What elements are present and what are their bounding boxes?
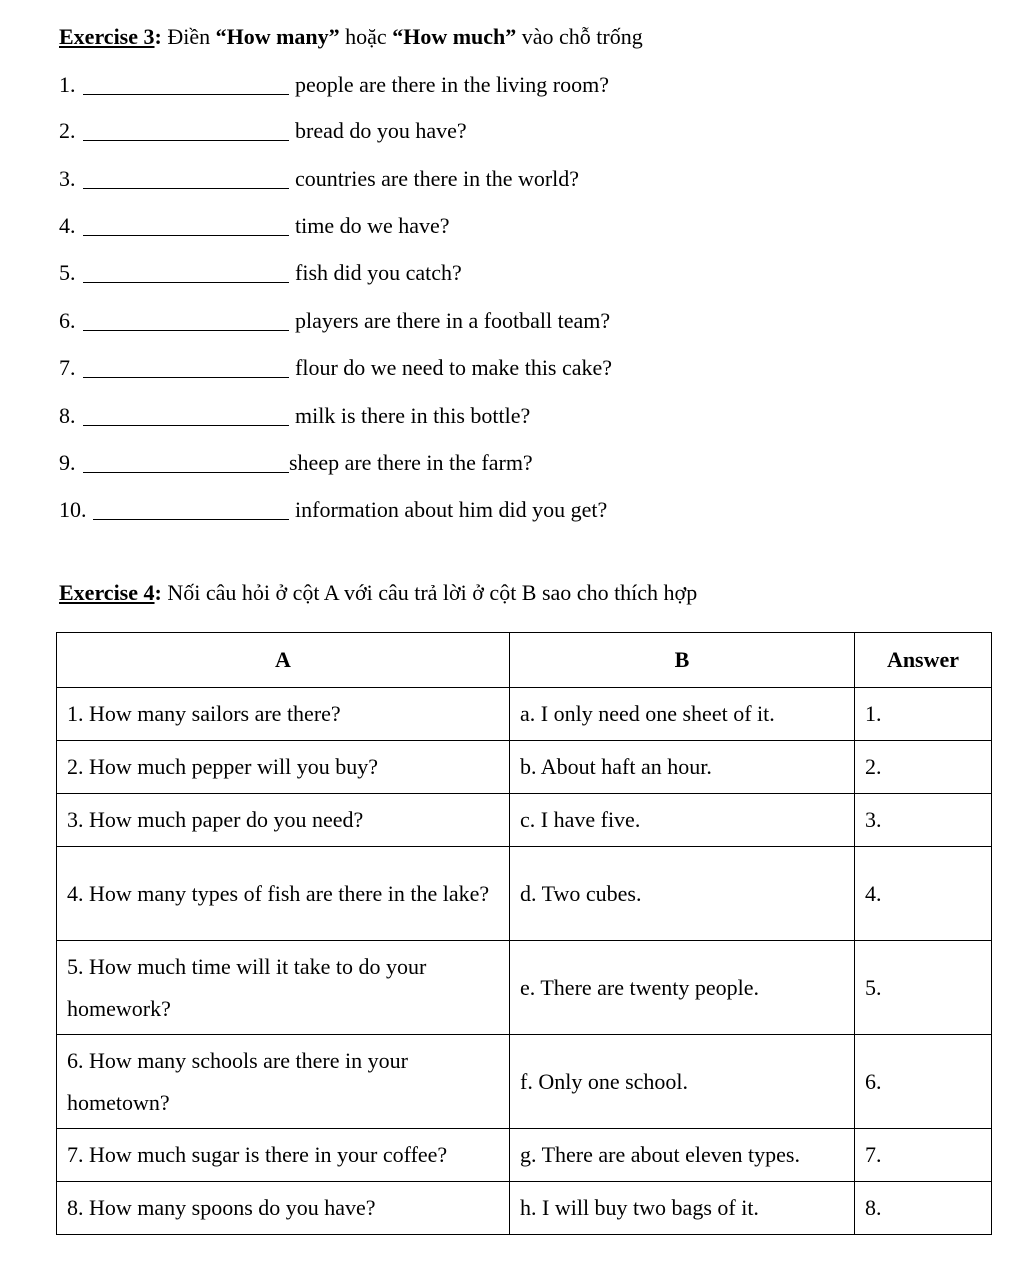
answer-entry-cell[interactable]: 3. — [855, 794, 992, 847]
question-number: 6. — [59, 308, 76, 333]
question-text: players are there in a football team? — [295, 308, 611, 333]
answer-option-cell: f. Only one school. — [510, 1035, 855, 1129]
table-row — [57, 741, 992, 794]
table-row — [57, 1035, 992, 1129]
answer-entry-cell[interactable]: 7. — [855, 1129, 992, 1182]
exercise-3-label: Exercise 3 — [59, 24, 155, 49]
answer-option-cell: a. I only need one sheet of it. — [510, 688, 855, 741]
answer-blank[interactable] — [83, 330, 289, 331]
question-text: time do we have? — [295, 213, 450, 238]
question-number: 5. — [59, 260, 76, 285]
question-number: 9. — [59, 450, 76, 475]
answer-option-cell: h. I will buy two bags of it. — [510, 1182, 855, 1235]
question-number: 10. — [59, 497, 87, 522]
answer-option-cell: c. I have five. — [510, 794, 855, 847]
table-row — [57, 941, 992, 1035]
column-b-header: B — [510, 633, 855, 688]
question-text: flour do we need to make this cake? — [295, 355, 613, 380]
answer-blank[interactable] — [83, 94, 289, 95]
table-row — [57, 1182, 992, 1235]
question-cell: 5. How much time will it take to do your homework? — [57, 941, 510, 1035]
question-text: milk is there in this bottle? — [295, 403, 531, 428]
table-row — [57, 847, 992, 941]
answer-option-cell: b. About haft an hour. — [510, 741, 855, 794]
question-number: 2. — [59, 118, 76, 143]
answer-entry-cell[interactable]: 8. — [855, 1182, 992, 1235]
question-cell: 8. How many spoons do you have? — [57, 1182, 510, 1235]
question-number: 3. — [59, 166, 76, 191]
exercise-3-heading: Exercise 3: Điền “How many” hoặc “How much” vào chỗ trống — [59, 24, 643, 49]
question-number: 4. — [59, 213, 76, 238]
question-text: bread do you have? — [295, 118, 467, 143]
answer-entry-cell[interactable]: 4. — [855, 847, 992, 941]
question-cell: 7. How much sugar is there in your coffee? — [57, 1129, 510, 1182]
exercise-4-label: Exercise 4 — [59, 580, 155, 605]
exercise-4-heading: Exercise 4: Nối câu hỏi ở cột A với câu trả lời ở cột B sao cho thích hợp — [59, 580, 698, 605]
question-cell: 3. How much paper do you need? — [57, 794, 510, 847]
question-number: 7. — [59, 355, 76, 380]
answer-blank[interactable] — [93, 519, 289, 520]
question-cell: 6. How many schools are there in your hometown? — [57, 1035, 510, 1129]
question-number: 8. — [59, 403, 76, 428]
answer-entry-cell[interactable]: 1. — [855, 688, 992, 741]
question-cell: 2. How much pepper will you buy? — [57, 741, 510, 794]
answer-blank[interactable] — [83, 282, 289, 283]
answer-blank[interactable] — [83, 472, 289, 473]
answer-blank[interactable] — [83, 140, 289, 141]
question-text: information about him did you get? — [295, 497, 608, 522]
table-row — [57, 1129, 992, 1182]
answer-entry-cell[interactable]: 5. — [855, 941, 992, 1035]
question-text: people are there in the living room? — [295, 72, 609, 97]
table-row — [57, 688, 992, 741]
answer-blank[interactable] — [83, 188, 289, 189]
question-number: 1. — [59, 72, 76, 97]
question-cell: 1. How many sailors are there? — [57, 688, 510, 741]
question-text: sheep are there in the farm? — [289, 450, 533, 475]
question-cell: 4. How many types of fish are there in the lake? — [57, 847, 510, 941]
table-row — [57, 794, 992, 847]
answer-blank[interactable] — [83, 377, 289, 378]
column-a-header: A — [57, 633, 510, 688]
answer-column-header: Answer — [855, 633, 992, 688]
answer-blank[interactable] — [83, 235, 289, 236]
matching-table — [56, 632, 992, 1235]
answer-entry-cell[interactable]: 6. — [855, 1035, 992, 1129]
answer-blank[interactable] — [83, 425, 289, 426]
answer-entry-cell[interactable]: 2. — [855, 741, 992, 794]
answer-option-cell: d. Two cubes. — [510, 847, 855, 941]
answer-option-cell: e. There are twenty people. — [510, 941, 855, 1035]
question-text: countries are there in the world? — [295, 166, 580, 191]
question-text: fish did you catch? — [295, 260, 462, 285]
answer-option-cell: g. There are about eleven types. — [510, 1129, 855, 1182]
